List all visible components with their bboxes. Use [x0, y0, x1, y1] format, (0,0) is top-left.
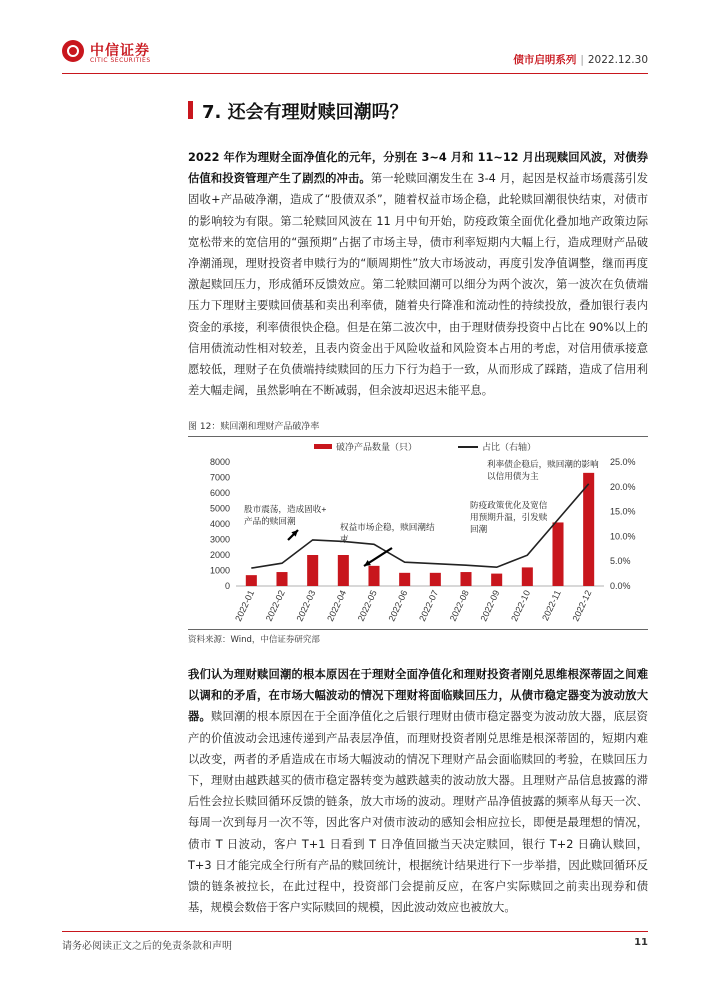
- annotation-a4-line: 利率债企稳后，赎回潮的影响: [487, 459, 599, 469]
- y-right-tick-label: 15.0%: [610, 506, 636, 517]
- x-tick-label: 2022-04: [325, 588, 349, 623]
- bar-2022-07: [430, 573, 441, 586]
- y-right-tick-label: 5.0%: [610, 556, 631, 567]
- bar-2022-02: [276, 572, 287, 586]
- x-tick-label: 2022-12: [570, 588, 594, 623]
- legend-line-label: 占比（右轴）: [482, 442, 537, 452]
- y-left-tick-label: 4000: [209, 519, 230, 529]
- redemption-chart: [188, 440, 648, 626]
- footer-divider: [62, 931, 648, 932]
- x-tick-label: 2022-05: [355, 588, 379, 623]
- section-title: [188, 98, 408, 124]
- bar-2022-10: [522, 567, 533, 586]
- disclaimer-note: 请务必阅读正文之后的免责条款和声明: [62, 941, 232, 952]
- report-series: [513, 52, 648, 67]
- section-title-text: 7. 还会有理财赎回潮吗？: [202, 102, 408, 123]
- x-tick-label: 2022-03: [294, 588, 318, 623]
- header-divider: [62, 73, 648, 74]
- y-left-tick-label: 0: [224, 581, 230, 591]
- bar-2022-01: [246, 575, 257, 586]
- page-number: 11: [634, 937, 648, 948]
- x-tick-label: 2022-02: [263, 588, 287, 623]
- y-left-tick-label: 8000: [209, 457, 230, 467]
- bar-2022-03: [307, 555, 318, 586]
- logo-text-en: CITIC SECURITIES: [90, 57, 151, 64]
- annotation-a2-line: 束: [340, 534, 349, 544]
- legend-bar-swatch: [314, 444, 332, 449]
- y-left-tick-label: 5000: [209, 503, 230, 514]
- x-tick-label: 2022-11: [540, 588, 563, 623]
- paragraph-1-lead: 2022 年作为理财全面净值化的元年，分别在 3~4 月和 11~12 月出现赎回风波，对债券估值和投资管理产生了剧烈的冲击。: [188, 151, 648, 186]
- x-tick-label: 2022-08: [447, 588, 471, 623]
- x-tick-label: 2022-07: [417, 588, 441, 623]
- paragraph-2: [188, 664, 648, 918]
- y-right-tick-label: 10.0%: [610, 531, 636, 542]
- x-tick-label: 2022-10: [509, 588, 533, 623]
- paragraph-1: [188, 147, 648, 401]
- y-left-tick-label: 7000: [209, 472, 230, 483]
- citic-logo: [62, 38, 172, 68]
- series-name: 债市启明系列: [513, 54, 577, 66]
- report-date: 2022.12.30: [587, 54, 648, 66]
- y-right-tick-label: 0.0%: [610, 581, 631, 591]
- annotation-a4-line: 以信用债为主: [487, 471, 539, 481]
- x-tick-label: 2022-01: [233, 588, 257, 623]
- bar-2022-04: [338, 555, 349, 586]
- bar-2022-12: [583, 473, 594, 586]
- y-left-tick-label: 1000: [209, 565, 230, 576]
- annotation-a1-line: 产品的赎回潮: [244, 516, 296, 526]
- y-right-tick-label: 20.0%: [610, 481, 636, 492]
- bar-2022-11: [552, 522, 563, 586]
- paragraph-2-lead: 我们认为理财赎回潮的根本原因在于理财全面净值化和理财投资者刚兑思维根深蒂固之间难以调和的矛盾，在市场大幅波动的情况下理财将面临赎回压力，从债市稳定器变为波动放大器。: [188, 668, 648, 724]
- annotation-a3-line: 防疫政策优化及宽信: [470, 500, 548, 510]
- figure-title: 图 12：赎回潮和理财产品破净率: [188, 419, 648, 437]
- annotation-a2-line: 权益市场企稳，赎回潮结: [340, 522, 435, 532]
- x-tick-label: 2022-09: [478, 588, 502, 623]
- bar-2022-06: [399, 573, 410, 586]
- annotation-a3-line: 用预期升温，引发赎: [470, 512, 548, 522]
- annotation-a1-line: 股市震荡，造成固收+: [244, 504, 327, 514]
- citic-logo-icon: [62, 40, 84, 62]
- y-left-tick-label: 6000: [209, 488, 230, 498]
- logo-text-cn: 中信证券: [90, 43, 150, 59]
- annotation-a3-line: 回潮: [470, 524, 488, 534]
- figure-source: 资料来源：Wind，中信证券研究部: [188, 629, 648, 645]
- bar-2022-09: [491, 574, 502, 586]
- bar-2022-08: [460, 572, 471, 586]
- page-header: [62, 38, 648, 74]
- legend-bar-label: 破净产品数量（只）: [336, 442, 418, 452]
- bar-2022-05: [368, 566, 379, 586]
- separator: |: [580, 54, 584, 66]
- x-tick-label: 2022-06: [386, 588, 410, 623]
- paragraph-2-body: 赎回潮的根本原因在于全面净值化之后银行理财由债市稳定器变为波动放大器，底层资产的价值波动会迅速传递到产品表层净值，而理财投资者刚兑思维是根深蒂固的，短期内难以改变，两者的矛盾造成在市场大幅波动的情况下理财产品会面临赎回的考验，在赎回压力下，理财由越跌越买的债市稳定器转变为越跌越卖的波动放大器。且理财产品信息披露的滞后性会拉长赎回循环反馈的链条，放大市场的波动。理财产品净值披露的频率从每天一次、每周一次到每月一次不等，因此客户对债市波动的感知会相应拉长，即便是最理想的情况，债市 T 日波动，客户 T+1 日看到 T 日净值回撤当天决定赎回，银行 T+2 日确认赎回，T+3 日才能完成全行所有产品的赎回统计，根据统计结果进行下一步举措，因此赎回循环反馈的链条被拉长，在此过程中，投资部门会提前反应，在客户实际赎回之前卖出现券和债基，规模会数倍于客户实际赎回的规模，因此波动效应也被放大。: [188, 710, 648, 915]
- paragraph-1-body: 第一轮赎回潮发生在 3-4 月，起因是权益市场震荡引发固收+产品破净潮，造成了“股债双杀”，随着权益市场企稳，此轮赎回潮很快结束，对债市的影响较为有限。第二轮赎回风波在 11 月中旬开始，防疫政策全面优化叠加地产政策边际宽松带来的宽信用的“强预期”占据了市场主导，债市利率短期内大幅上行，造成理财产品破净潮涌现，理财投资者申赎行为的“顺周期性”放大市场波动，再度引发净值调整，继而再度激起赎回压力，形成循环反馈效应。第二轮赎回潮可以细分为两个波次，第一波次在负债端压力下理财主要赎回债基和卖出利率债，随着央行降准和流动性的持续投放，叠加银行表内资金的承接，利率债很快企稳。但是在第二波次中，由于理财债券投资中占比在 90%以上的信用债流动性相对较差，且表内资金出于风险收益和风险资本占用的考虑，对信用债承接意愿较低，理财子在负债端持续赎回的压力下行为趋于一致，从而形成了踩踏，造成了信用利差大幅走阔，虽然影响在不断减弱，但余波却迟迟未能平息。: [188, 172, 648, 398]
- y-left-tick-label: 2000: [209, 550, 230, 560]
- y-right-tick-label: 25.0%: [610, 457, 636, 467]
- y-left-tick-label: 3000: [209, 534, 230, 545]
